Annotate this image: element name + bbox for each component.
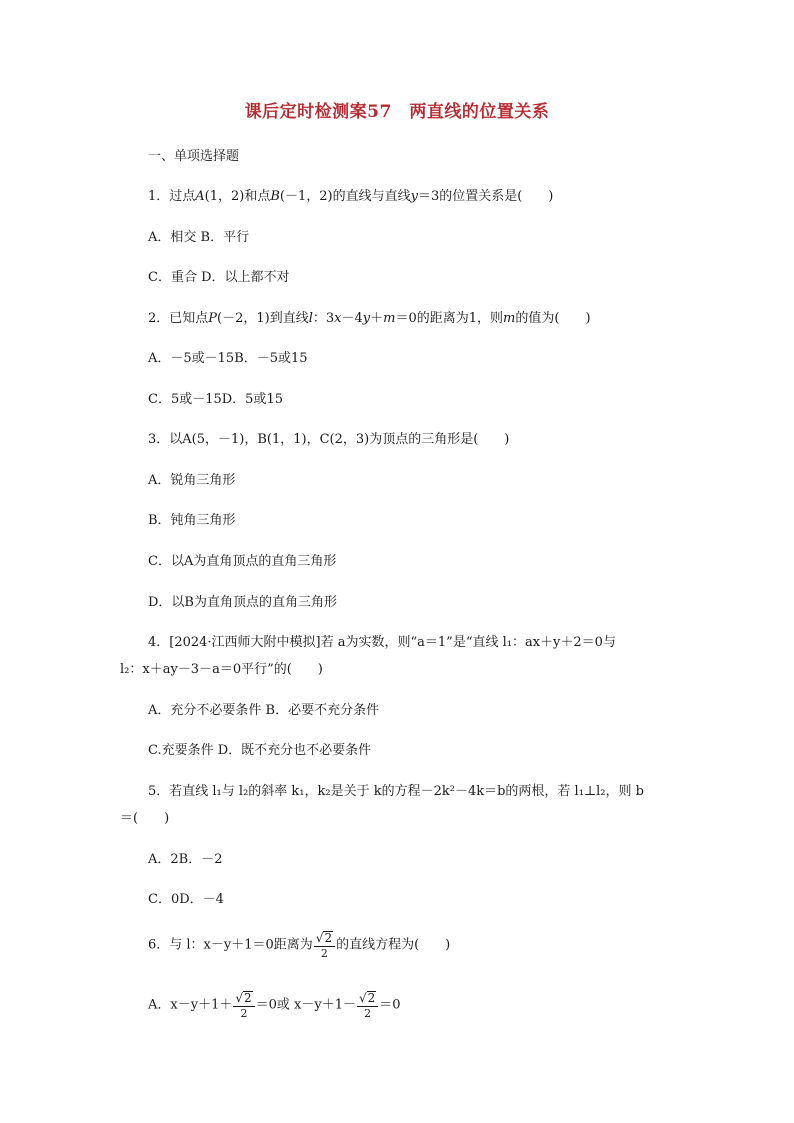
question-4-stem-line1: 4．[2024·江西师大附中模拟]若 a为实数，则“a＝1”是“直线 l₁：ax＋y＋2＝0与 (148, 635, 616, 650)
fraction-sqrt2-over-2: $\frac{√2}{2}$ (357, 990, 378, 1020)
question-2-stem: 2．已知点P(－2，1)到直线l：3x－4y＋m＝0的距离为1，则m的值为( ) (148, 311, 591, 326)
question-1-options-ab: A．相交 B．平行 (148, 230, 250, 245)
fraction-sqrt2-over-2: $\frac{√2}{2}$ (314, 930, 335, 960)
question-4-options-ab: A．充分不必要条件 B．必要不充分条件 (148, 703, 380, 718)
question-4-stem-line2: l₂：x＋ay－3－a＝0平行”的( ) (120, 662, 323, 677)
question-5-stem-line1: 5．若直线 l₁与 l₂的斜率 k₁，k₂是关于 k的方程－2k²－4k＝b的两根，若 l₁⊥l₂，则 b (148, 784, 644, 799)
question-2-options-ab: A．－5或－15B．－5或15 (148, 351, 308, 366)
page-title: 课后定时检测案57 两直线的位置关系 (244, 102, 550, 122)
question-1-stem: 1．过点A(1，2)和点B(－1，2)的直线与直线y＝3的位置关系是( ) (148, 189, 554, 204)
question-3-option-b: B．钝角三角形 (148, 513, 236, 528)
question-3-stem: 3．以A(5，－1)，B(1，1)，C(2，3)为顶点的三角形是( ) (148, 432, 510, 447)
question-5-options-ab: A．2B．－2 (148, 852, 223, 867)
question-4-options-cd: C.充要条件 D．既不充分也不必要条件 (148, 743, 372, 758)
section-heading: 一、单项选择题 (148, 149, 240, 164)
question-1-options-cd: C．重合 D．以上都不对 (148, 270, 290, 285)
question-2-options-cd: C．5或－15D．5或15 (148, 392, 283, 407)
question-6-stem: 6．与 l：x－y＋1＝0距离为 $\frac{√2}{2}$ 的直线方程为( ) (148, 931, 451, 960)
question-3-option-a: A．锐角三角形 (148, 473, 236, 488)
question-5-stem-line2: ＝( ) (120, 811, 170, 826)
question-3-option-d: D．以B为直角顶点的直角三角形 (148, 595, 337, 610)
question-3-option-c: C．以A为直角顶点的直角三角形 (148, 554, 337, 569)
question-5-options-cd: C．0D．－4 (148, 892, 224, 907)
fraction-sqrt2-over-2: $\frac{√2}{2}$ (233, 990, 254, 1020)
question-6-option-a: A．x－y＋1＋ $\frac{√2}{2}$ ＝0或 x－y＋1－ $\frac{√2}{2}$ ＝0 (148, 991, 401, 1020)
